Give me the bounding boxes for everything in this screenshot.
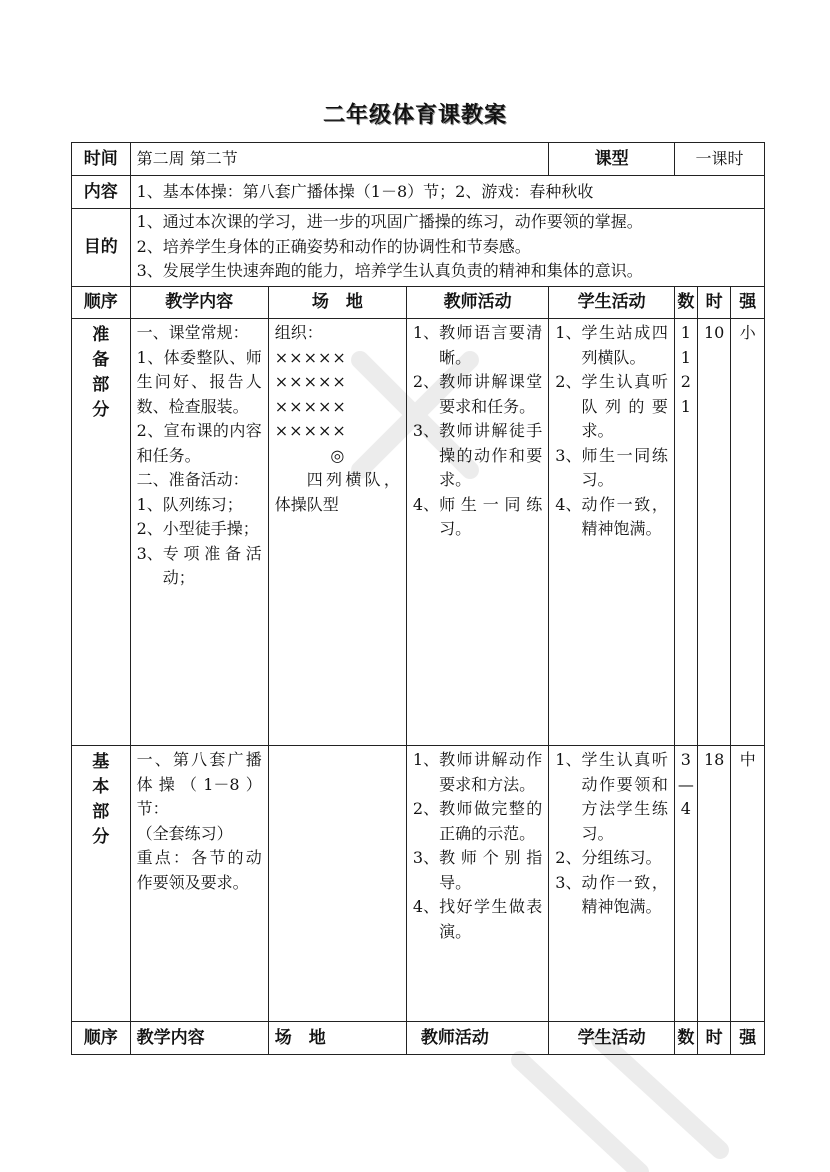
list-item-text: 学生认真听动作要领和方法学生练习。 <box>581 750 668 843</box>
list-item-text: 学生认真听队列的要求。 <box>581 372 668 440</box>
list-item <box>413 419 542 493</box>
list-item-number: 3、 <box>136 543 163 563</box>
column-header-row-repeat <box>72 1022 765 1055</box>
list-item-number: 2、 <box>136 519 163 538</box>
student-activity-list <box>555 748 668 920</box>
section-name-char: 准 <box>92 325 110 345</box>
list-item <box>555 871 668 920</box>
section-name-char: 本 <box>92 777 110 797</box>
section-name <box>72 746 131 1022</box>
content-line: 二、准备活动： <box>136 470 249 489</box>
header-content: 教学内容 <box>130 287 268 319</box>
formation-row: ××××× <box>274 347 347 367</box>
content-value: 1、基本体操：第八套广播体操（1－8）节；2、游戏：春种秋收 <box>130 176 764 209</box>
list-item <box>555 748 668 846</box>
section-basic <box>72 746 765 1022</box>
header-count: 数 <box>674 287 697 319</box>
goals-row <box>72 209 765 287</box>
header-count: 数 <box>674 1022 697 1055</box>
list-item <box>413 321 542 370</box>
time-cell: 18 <box>697 746 730 1022</box>
header-teacher: 教师活动 <box>406 287 548 319</box>
list-item <box>137 517 262 542</box>
lesson-type-value: 一课时 <box>674 143 764 176</box>
teacher-activity <box>406 746 548 1022</box>
list-item-number: 2、 <box>412 799 440 818</box>
content-line: 2、宣布课的内容和任务。 <box>136 421 262 465</box>
list-item-number: 3、 <box>412 848 440 867</box>
venue-cell <box>268 319 406 746</box>
count-char: — <box>677 774 694 794</box>
teacher-activity-list <box>413 321 542 542</box>
content-line: 一、第八套广播体操（1－8）节： <box>136 750 262 818</box>
count-char: 1 <box>680 396 691 416</box>
content-row <box>72 176 765 209</box>
list-item <box>413 370 542 419</box>
list-item-number: 3、 <box>555 445 582 465</box>
formation-row: ××××× <box>274 372 347 391</box>
header-intensity: 强 <box>731 287 765 319</box>
header-time: 时 <box>697 1022 730 1055</box>
teaching-content <box>130 319 268 746</box>
lesson-plan-table <box>71 142 765 1055</box>
student-activity <box>549 319 675 746</box>
content-line: 重点：各节的动作要领及要求。 <box>136 848 262 892</box>
count-cell <box>674 319 697 746</box>
formation-caption: 四列横队，体操队型 <box>274 470 400 514</box>
list-item-number: 1、 <box>136 494 163 514</box>
list-item-text: 教师讲解课堂要求和任务。 <box>439 372 543 416</box>
list-item-number: 2、 <box>555 372 582 391</box>
section-name-char: 基 <box>92 752 110 772</box>
time-value: 第二周 第二节 <box>130 143 549 176</box>
list-item-text: 队列练习； <box>162 494 243 514</box>
list-item <box>555 444 668 493</box>
section-name-char: 备 <box>92 350 110 370</box>
list-item-text: 学生站成四列横队。 <box>581 323 668 367</box>
list-item-text: 分组练习。 <box>581 848 662 867</box>
formation-row: ××××× <box>274 396 347 416</box>
list-item-text: 教师语言要清晰。 <box>439 323 543 367</box>
goals-cell <box>130 209 764 287</box>
list-item-text: 教师讲解徒手操的动作和要求。 <box>439 421 543 489</box>
formation-row: ××××× <box>274 421 347 440</box>
content-line: 1、体委整队、师生问好、报告人数、检查服装。 <box>136 347 262 416</box>
goal-item-2: 2、培养学生身体的正确姿势和动作的协调性和节奏感。 <box>136 236 531 256</box>
list-item-number: 4、 <box>412 494 440 514</box>
time-row <box>72 143 765 176</box>
section-name-char: 分 <box>92 400 110 420</box>
intensity-cell: 中 <box>731 746 765 1022</box>
list-item-text: 动作一致，精神饱满。 <box>581 872 668 916</box>
list-item-number: 1、 <box>412 750 440 769</box>
list-item <box>413 797 542 846</box>
header-teacher: 教师活动 <box>406 1022 548 1055</box>
header-student: 学生活动 <box>549 287 675 319</box>
list-item-text: 找好学生做表演。 <box>439 897 543 941</box>
content-list <box>137 493 262 591</box>
list-item <box>555 321 668 370</box>
venue-cell <box>268 746 406 1022</box>
content-label: 内容 <box>72 176 131 209</box>
count-char: 1 <box>680 347 691 367</box>
count-char: 1 <box>680 323 691 342</box>
time-label: 时间 <box>72 143 131 176</box>
goals-label: 目的 <box>72 209 131 287</box>
list-item-number: 4、 <box>412 897 440 916</box>
list-item <box>413 895 542 944</box>
list-item-number: 1、 <box>555 323 582 342</box>
header-intensity: 强 <box>731 1022 765 1055</box>
content-line: （全套练习） <box>136 823 233 843</box>
list-item-number: 4、 <box>555 494 582 514</box>
header-venue: 场 地 <box>268 287 406 319</box>
column-header-row <box>72 287 765 319</box>
lesson-type-label: 课型 <box>549 143 675 176</box>
list-item <box>555 493 668 542</box>
header-content: 教学内容 <box>130 1022 268 1055</box>
list-item <box>137 542 262 591</box>
list-item-number: 1、 <box>412 323 440 342</box>
teacher-position-symbol: ◎ <box>330 445 345 465</box>
list-item-text: 师生一同练习。 <box>581 445 668 489</box>
list-item-text: 动作一致，精神饱满。 <box>581 494 668 538</box>
list-item <box>555 370 668 444</box>
section-name-char: 部 <box>92 375 110 395</box>
goal-item-1: 1、通过本次课的学习，进一步的巩固广播操的练习，动作要领的掌握。 <box>136 212 643 231</box>
count-char: 3 <box>680 750 691 769</box>
venue-label: 组织： <box>274 323 323 342</box>
list-item <box>555 846 668 871</box>
count-char: 2 <box>680 372 691 391</box>
time-cell: 10 <box>697 319 730 746</box>
section-preparation <box>72 319 765 746</box>
teacher-activity-list <box>413 748 542 944</box>
list-item <box>413 493 542 542</box>
header-venue: 场 地 <box>268 1022 406 1055</box>
intensity-cell: 小 <box>731 319 765 746</box>
page-title: 二年级体育课教案 <box>322 102 507 128</box>
list-item-text: 师生一同练习。 <box>439 494 543 538</box>
header-time: 时 <box>697 287 730 319</box>
list-item-text: 专项准备活动； <box>162 543 262 587</box>
student-activity-list <box>555 321 668 542</box>
list-item-number: 1、 <box>555 750 582 769</box>
list-item-number: 2、 <box>412 372 440 391</box>
student-activity <box>549 746 675 1022</box>
count-cell <box>674 746 697 1022</box>
content-line: 一、课堂常规： <box>136 323 249 342</box>
list-item-text: 教师个别指导。 <box>439 848 543 892</box>
section-name-char: 部 <box>92 802 110 822</box>
list-item <box>413 846 542 895</box>
count-char: 4 <box>680 799 691 818</box>
header-order: 顺序 <box>72 1022 131 1055</box>
list-item-number: 3、 <box>412 421 440 440</box>
section-name-char: 分 <box>92 827 110 847</box>
list-item-text: 小型徒手操； <box>162 519 259 538</box>
section-name <box>72 319 131 746</box>
list-item-number: 2、 <box>555 848 582 867</box>
header-order: 顺序 <box>72 287 131 319</box>
teaching-content <box>130 746 268 1022</box>
list-item <box>137 493 262 518</box>
list-item-text: 教师讲解动作要求和方法。 <box>439 750 543 794</box>
list-item-text: 教师做完整的正确的示范。 <box>439 799 543 843</box>
header-student: 学生活动 <box>549 1022 675 1055</box>
list-item <box>413 748 542 797</box>
teacher-activity <box>406 319 548 746</box>
goal-item-3: 3、发展学生快速奔跑的能力，培养学生认真负责的精神和集体的意识。 <box>136 261 643 280</box>
list-item-number: 3、 <box>555 872 582 892</box>
